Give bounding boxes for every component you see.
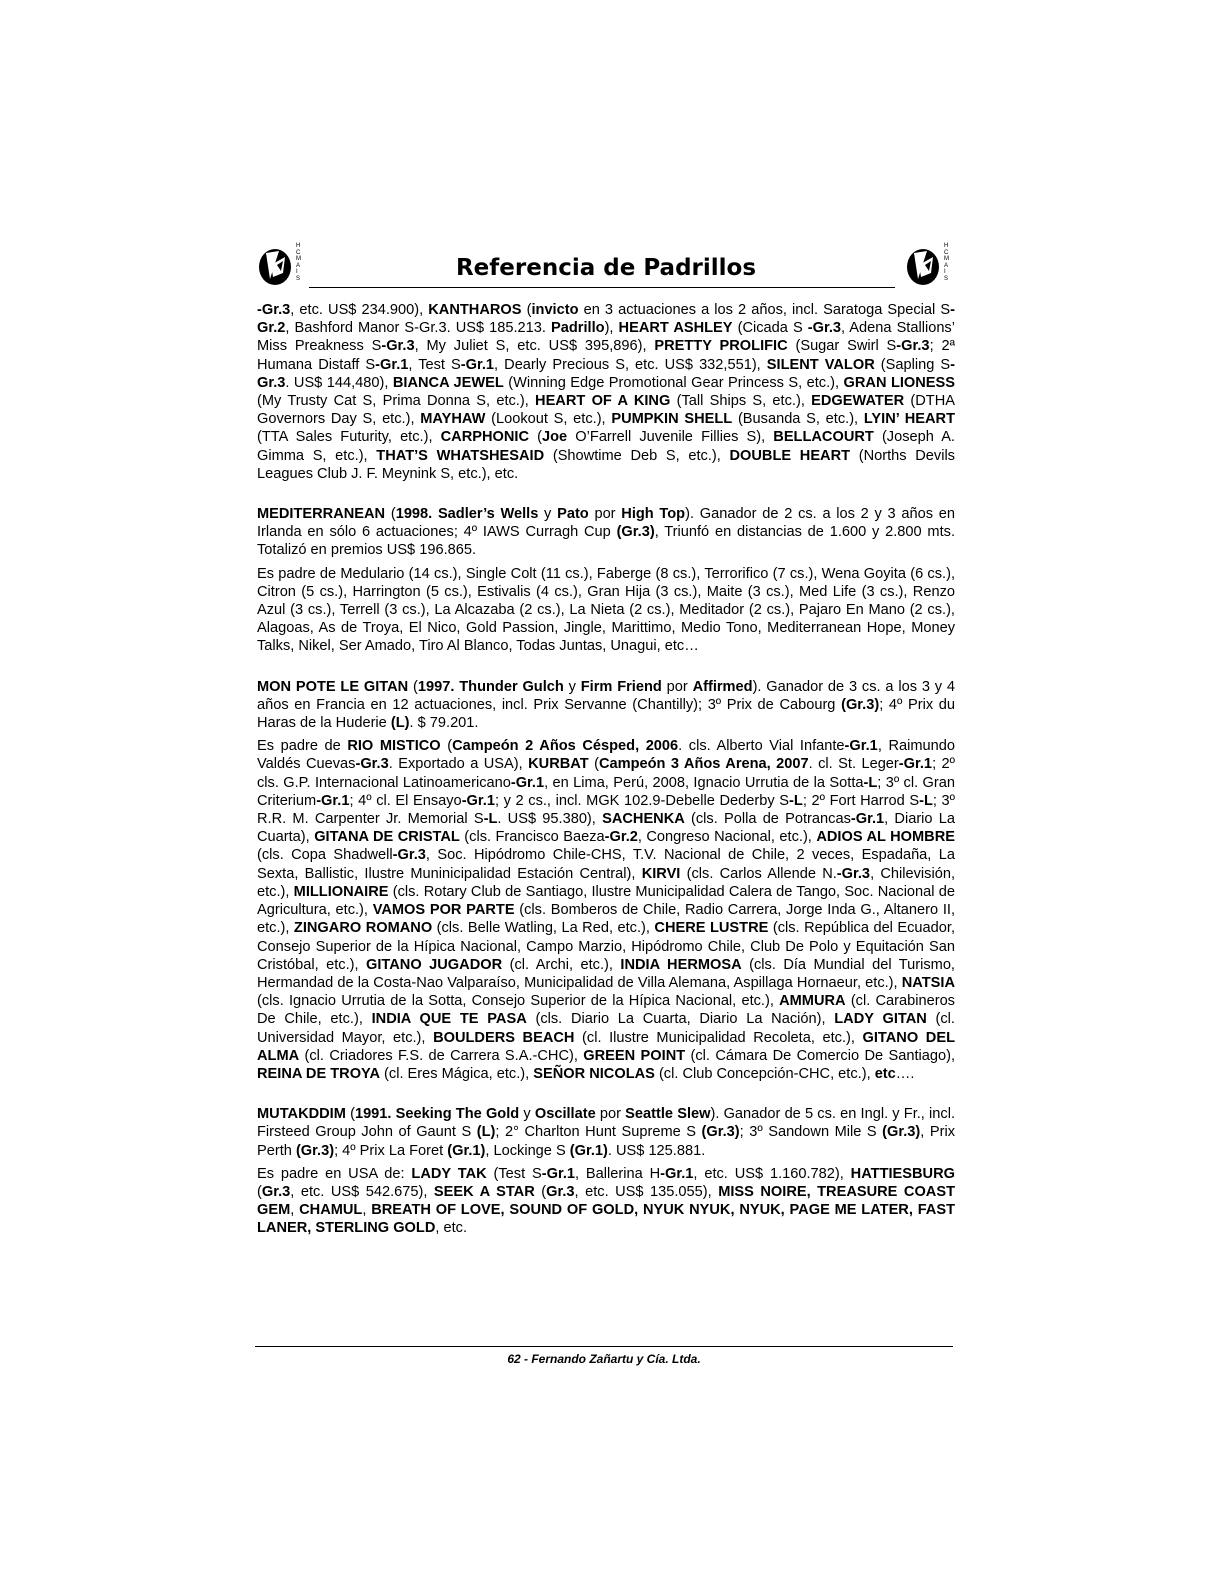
text-run: por	[595, 1106, 626, 1123]
text-run: ; 3º Sandown Mile S	[739, 1124, 883, 1141]
horse-head-logo-icon	[905, 243, 941, 287]
bold-run: KANTHAROS	[428, 302, 522, 318]
bold-run: Gr.3	[546, 1183, 575, 1200]
bold-run: (Gr.3)	[841, 696, 880, 713]
bold-run: -Gr.1	[461, 792, 495, 809]
bold-run: Seattle Slew	[625, 1106, 711, 1123]
logo-right	[905, 243, 955, 289]
bold-run: MON POTE LE GITAN	[257, 678, 409, 695]
bold-run: (Gr.3)	[616, 524, 655, 541]
text-run: (cl. Archi, etc.),	[502, 956, 621, 973]
bold-run: -Gr.3	[257, 356, 955, 391]
bold-run: RIO MISTICO	[347, 738, 441, 755]
text-run: , Congreso Nacional, etc.),	[637, 829, 817, 846]
bold-run: CHAMUL	[299, 1202, 363, 1219]
text-run: , Lockinge S	[485, 1142, 570, 1159]
text-run: (cls. Polla de Potrancas	[684, 811, 851, 828]
bold-run: -Gr.1	[850, 811, 885, 828]
bold-run: etc	[874, 1065, 896, 1082]
footer-rule	[255, 1346, 953, 1347]
text-run: ; 4º cl. El Ensayo	[349, 792, 462, 809]
text-run: . US$ 125.881.	[607, 1142, 706, 1159]
bold-run: VAMOS POR PARTE	[372, 902, 515, 919]
bold-run: Padrillo	[551, 320, 605, 337]
text-run: , etc.	[435, 1220, 468, 1237]
bold-run: GITANO JUGADOR	[366, 956, 503, 973]
bold-run: -Gr.1	[510, 774, 545, 791]
text-run: (cls. Belle Watling, La Red, etc.),	[432, 920, 655, 937]
text-run: (	[345, 1106, 355, 1123]
text-run: ). Ganador de 2 cs. a los 2 y 3 años en Irlanda en sólo 6 actuaciones; 4º IAWS Curragh Cup	[257, 506, 955, 541]
text-run: (	[588, 756, 599, 773]
text-run: (	[440, 738, 453, 755]
bold-run: 1991. Seeking The Gold	[354, 1106, 520, 1123]
text-run: (cls. Copa Shadwell	[257, 847, 393, 864]
text-run: (cls. Bomberos de Chile, Radio Carrera, Jorge Inda G., Altanero II, etc.),	[257, 902, 955, 937]
bold-run: ZINGARO ROMANO	[293, 920, 433, 937]
text-run: (Joseph A. Gimma S, etc.),	[257, 429, 955, 464]
bold-run: (Gr.1)	[447, 1142, 486, 1159]
bold-run: -Gr.1	[844, 738, 878, 755]
text-run: ; 3º R.R. M. Carpenter Jr. Memorial S	[257, 792, 955, 828]
bold-run: Joe	[542, 429, 568, 446]
text-run: por	[588, 506, 622, 523]
bold-run: -Gr.3	[807, 320, 841, 337]
text-run: . Exportado a USA),	[388, 756, 529, 773]
bold-run: -Gr.1	[660, 1165, 694, 1182]
text-run: ; 2º cls. G.P. Internacional Latinoamericano	[257, 756, 956, 791]
bold-run: ADIOS AL HOMBRE	[816, 829, 955, 846]
text-run: , Dearly Precious S, etc. US$ 332,551),	[494, 356, 767, 373]
bold-run: -L	[919, 792, 933, 809]
bold-run: CARPHONIC	[440, 429, 530, 446]
bold-run: (Gr.3)	[701, 1124, 740, 1141]
text-run: (cl. Club Concepción-CHC, etc.),	[654, 1065, 875, 1082]
text-run: y	[519, 1106, 535, 1123]
bold-run: HATTIESBURG	[850, 1165, 955, 1182]
text-run: por	[661, 678, 693, 695]
text-run: (cl. Cámara De Comercio De Santiago),	[685, 1047, 956, 1064]
bold-run: PUMPKIN SHELL	[611, 411, 733, 428]
text-run: ; 4º Prix du Haras de la Huderie	[257, 696, 956, 732]
text-run: (	[534, 1183, 547, 1200]
bold-run: (Gr.1)	[569, 1142, 608, 1159]
bold-run: -Gr.3	[836, 865, 871, 882]
bold-run: 1998. Sadler’s Wells	[395, 506, 539, 523]
body-text	[257, 301, 955, 1243]
text-run: , en Lima, Perú, 2008, Ignacio Urrutia de la Sotta	[544, 774, 864, 791]
text-run: ; 2ª Humana Distaff S	[257, 338, 955, 373]
bold-run: HEART OF A KING	[535, 393, 671, 410]
text-run: (Sugar Swirl S	[787, 338, 897, 355]
bold-run: KURBAT	[528, 756, 589, 773]
bold-run: BOULDERS BEACH	[433, 1029, 575, 1046]
text-run: ,	[290, 1202, 300, 1219]
text-run: , Bashford Manor S-Gr.3. US$ 185.213.	[285, 320, 552, 337]
bold-run: MILLIONAIRE	[293, 883, 389, 900]
bold-run: -Gr.1	[316, 792, 350, 809]
logo-side-text: H C M A I S	[296, 243, 301, 282]
text-run: ; 2° Charlton Hunt Supreme S	[495, 1124, 702, 1141]
bold-run: -Gr.1	[375, 356, 409, 373]
text-run: , Ballerina H	[575, 1165, 661, 1182]
text-run: (Showtime Deb S, etc.),	[544, 447, 730, 464]
paragraph	[257, 1105, 955, 1160]
text-run: (	[529, 429, 543, 446]
text-run: en 3 actuaciones a los 2 años, incl. Saratoga Special S	[578, 302, 951, 318]
text-run: (cl. Universidad Mayor, etc.),	[257, 1011, 955, 1046]
bold-run: 1997. Thunder Gulch	[417, 678, 564, 695]
bold-run: -Gr.2	[257, 302, 955, 337]
text-run: y	[563, 678, 581, 695]
text-run: (	[521, 302, 532, 318]
bold-run: GREEN POINT	[583, 1047, 686, 1064]
text-run: (cls. Carlos Allende N.	[680, 865, 837, 882]
bold-run: KIRVI	[641, 865, 681, 882]
bold-run: MISS NOIRE, TREASURE COAST GEM	[257, 1183, 955, 1219]
text-run: , Test S	[408, 356, 461, 373]
text-run: (cls. Ignacio Urrutia de la Sotta, Consejo Superior de la Hípica Nacional, etc.),	[257, 993, 780, 1010]
text-run: (	[385, 506, 396, 523]
text-run: (Sapling S	[874, 356, 951, 373]
text-run: (Lookout S, etc.),	[485, 411, 612, 428]
text-run: (cls. Rotary Club de Santiago, Ilustre Municipalidad Calera de Tango, Soc. Nacional de Agricultura, etc.),	[257, 883, 955, 919]
bold-run: -Gr.3	[381, 338, 415, 355]
text-run: , etc. US$ 542.675),	[290, 1183, 434, 1200]
text-run: (Norths Devils Leagues Club J. F. Meynink S, etc.), etc.	[257, 447, 955, 482]
header-rule	[309, 287, 895, 288]
text-run: . cls. Alberto Vial Infante	[678, 738, 845, 755]
bold-run: MAYHAW	[420, 411, 486, 428]
bold-run: BELLACOURT	[773, 429, 874, 446]
text-run: (cls. Día Mundial del Turismo, Hermandad de la Costa-Nao Valparaíso, Municipalidad de Villa Alemana, Aspillaga Hornaeur, etc.),	[257, 956, 955, 991]
bold-run: BREATH OF LOVE, SOUND OF GOLD, NYUK NYUK, NYUK, PAGE ME LATER, FAST LANER, STERLING GOLD	[257, 1202, 955, 1237]
text-run: , Soc. Hipódromo Chile-CHS, T.V. Nacional de Chile, 2 veces, Espadaña, La Sexta, Ballistic, Ilustre Muninicipalidad Estación Central),	[257, 847, 955, 882]
bold-run: LYIN’ HEART	[863, 411, 956, 428]
paragraph	[257, 505, 955, 560]
text-run: Es padre de	[257, 738, 348, 755]
text-run: (cl. Carabineros De Chile, etc.),	[257, 993, 955, 1028]
text-run: ,	[362, 1202, 372, 1219]
bold-run: GITANA DE CRISTAL	[314, 829, 460, 846]
text-run: . US$ 95.380),	[497, 811, 603, 828]
bold-run: -Gr.1	[460, 356, 495, 373]
text-run: (	[408, 678, 418, 695]
text-run: (Busanda S, etc.),	[732, 411, 864, 428]
text-run: ; 4º Prix La Foret	[334, 1142, 448, 1159]
bold-run: SACHENKA	[602, 811, 685, 828]
bold-run: -Gr.3	[257, 302, 291, 318]
bold-run: -Gr.2	[604, 829, 638, 846]
bold-run: High Top	[621, 506, 686, 523]
text-run: (cl. Ilustre Municipalidad Recoleta, etc.),	[574, 1029, 863, 1046]
text-run: , Adena Stallions’ Miss Preakness S	[257, 320, 955, 355]
bold-run: (Gr.3)	[882, 1124, 921, 1141]
bold-run: HEART ASHLEY	[618, 320, 733, 337]
bold-run: Gr.3	[261, 1183, 291, 1200]
text-run: (TTA Sales Futurity, etc.),	[257, 429, 441, 446]
text-run: (cls. República del Ecuador, Consejo Superior de la Hípica Nacional, Campo Marzio, Hipódromo Chile, Club De Polo y Equitación San Cristóbal, etc.),	[257, 920, 956, 973]
text-run: ; 2º Fort Harrod S	[802, 792, 920, 809]
paragraph	[257, 565, 955, 656]
text-run: . cl. St. Leger	[808, 756, 899, 773]
text-run: , Triunfó en distancias de 1.600 y 2.800 mts. Totalizó en premios US$ 196.865.	[257, 524, 955, 559]
bold-run: -L	[483, 811, 498, 828]
text-run: Es padre de Medulario (14 cs.), Single Colt (11 cs.), Faberge (8 cs.), Terrorifico (7 cs.), Wena Goyita (6 cs.), Citron (5 cs.), Harrington (5 cs.), Estivalis (4 cs.), Gran Hija (3 cs.), Maite (3 cs.), Med Life (3 cs.), Renzo Azul (3 cs.), Terrell (3 cs.), La Alcazaba (2 cs.), La Nieta (2 cs.), Meditador (2 cs.), Pajaro En Mano (2 cs.), Alagoas, As de Troya, El Nico, Gold Passion, Jingle, Marittimo, Medio Tono, Mediterranean Hope, Money Talks, Nikel, Ser Amado, Tiro Al Blanco, Todas Juntas, Unagui, etc…	[257, 565, 955, 655]
bold-run: NATSIA	[901, 974, 955, 991]
text-run: O’Farrell Juvenile Fillies S),	[567, 429, 774, 446]
paragraph	[257, 678, 955, 733]
bold-run: REINA DE TROYA	[257, 1065, 380, 1082]
text-run: , Diario La Cuarta),	[257, 811, 956, 846]
bold-run: SILENT VALOR	[766, 356, 875, 373]
text-run: , Chilevisión, etc.),	[257, 865, 955, 900]
text-run: (	[257, 1183, 262, 1200]
bold-run: -Gr.1	[898, 756, 933, 773]
bold-run: Affirmed	[692, 678, 753, 695]
text-run: y	[538, 506, 558, 523]
page-header	[257, 243, 955, 291]
text-run: . US$ 144,480),	[285, 374, 393, 391]
bold-run: GRAN LIONESS	[843, 374, 956, 391]
text-run: ). Ganador de 5 cs. en Ingl. y Fr., incl. Firsteed Group John of Gaunt S	[257, 1106, 956, 1141]
text-run: (Winning Edge Promotional Gear Princess S, etc.),	[503, 374, 844, 391]
bold-run: LADY GITAN	[834, 1011, 927, 1028]
bold-run: -L	[789, 792, 803, 809]
logo-left	[257, 243, 307, 289]
text-run: (cl. Eres Mágica, etc.),	[379, 1065, 534, 1082]
bold-run: Pato	[557, 506, 589, 523]
bold-run: -Gr.3	[355, 756, 389, 773]
page-footer: 62 - Fernando Zañartu y Cía. Ltda.	[507, 1352, 701, 1366]
text-run: ),	[604, 320, 619, 337]
bold-run: (Gr.3)	[295, 1142, 335, 1159]
bold-run: (L)	[476, 1124, 496, 1141]
bold-run: MUTAKDDIM	[257, 1106, 346, 1123]
text-run: . $ 79.201.	[409, 715, 479, 732]
page-title: Referencia de Padrillos	[455, 255, 757, 281]
bold-run: SEÑOR NICOLAS	[533, 1065, 655, 1082]
text-run: , Raimundo Valdés Cuevas	[257, 738, 955, 773]
bold-run: GITANO DEL ALMA	[257, 1029, 955, 1064]
bold-run: (L)	[390, 715, 410, 732]
bold-run: THAT’S WHATSHESAID	[376, 447, 545, 464]
text-run: (Cicada S	[732, 320, 808, 337]
text-run: , Prix Perth	[257, 1124, 955, 1159]
text-run: , etc. US$ 135.055),	[574, 1183, 719, 1200]
text-run: (cl. Criadores F.S. de Carrera S.A.-CHC),	[299, 1047, 584, 1064]
bold-run: Oscillate	[534, 1106, 596, 1123]
bold-run: -Gr.1	[541, 1165, 576, 1182]
bold-run: BIANCA JEWEL	[392, 374, 504, 391]
text-run: ….	[895, 1065, 915, 1082]
bold-run: -L	[863, 774, 878, 791]
horse-head-logo-icon	[257, 243, 293, 287]
paragraph	[257, 1165, 955, 1238]
bold-run: MEDITERRANEAN	[257, 506, 386, 523]
text-run: , etc. US$ 1.160.782),	[693, 1165, 851, 1182]
text-run: (cls. Francisco Baeza	[459, 829, 605, 846]
bold-run: LADY TAK	[411, 1165, 487, 1182]
bold-run: EDGEWATER	[811, 393, 905, 410]
bold-run: INDIA HERMOSA	[620, 956, 742, 973]
text-run: (DTHA Governors Day S, etc.),	[257, 393, 955, 428]
bold-run: Firm Friend	[580, 678, 662, 695]
text-run: Es padre en USA de:	[257, 1165, 412, 1182]
text-run: , My Juliet S, etc. US$ 395,896),	[414, 338, 655, 355]
text-run: (cls. Diario La Cuarta, Diario La Nación),	[526, 1011, 835, 1028]
text-run: ; y 2 cs., incl. MGK 102.9-Debelle Dederby S	[494, 792, 790, 809]
text-run: (My Trusty Cat S, Prima Donna S, etc.),	[257, 393, 536, 410]
text-run: ). Ganador de 3 cs. a los 3 y 4 años en Francia en 12 actuaciones, incl. Prix Servanne (Chantilly); 3º Prix de Cabourg	[257, 678, 955, 713]
text-run: , etc. US$ 234.900),	[290, 302, 429, 318]
bold-run: Campeón 3 Años Arena, 2007	[598, 756, 809, 773]
paragraph	[257, 301, 955, 483]
bold-run: PRETTY PROLIFIC	[654, 338, 788, 355]
text-run: ; 3º cl. Gran Criterium	[257, 774, 955, 809]
text-run: (Test S	[486, 1165, 542, 1182]
bold-run: SEEK A STAR	[433, 1183, 535, 1200]
paragraph	[257, 737, 955, 1083]
bold-run: AMMURA	[779, 993, 846, 1010]
bold-run: CHERE LUSTRE	[654, 920, 769, 937]
bold-run: INDIA QUE TE PASA	[371, 1011, 527, 1028]
logo-side-text: H C M A I S	[944, 243, 949, 282]
text-run: (Tall Ships S, etc.),	[670, 393, 812, 410]
bold-run: invicto	[531, 302, 579, 318]
bold-run: Campeón 2 Años Césped, 2006	[452, 738, 679, 755]
bold-run: -Gr.3	[392, 847, 426, 864]
bold-run: DOUBLE HEART	[729, 447, 851, 464]
bold-run: -Gr.3	[896, 338, 930, 355]
